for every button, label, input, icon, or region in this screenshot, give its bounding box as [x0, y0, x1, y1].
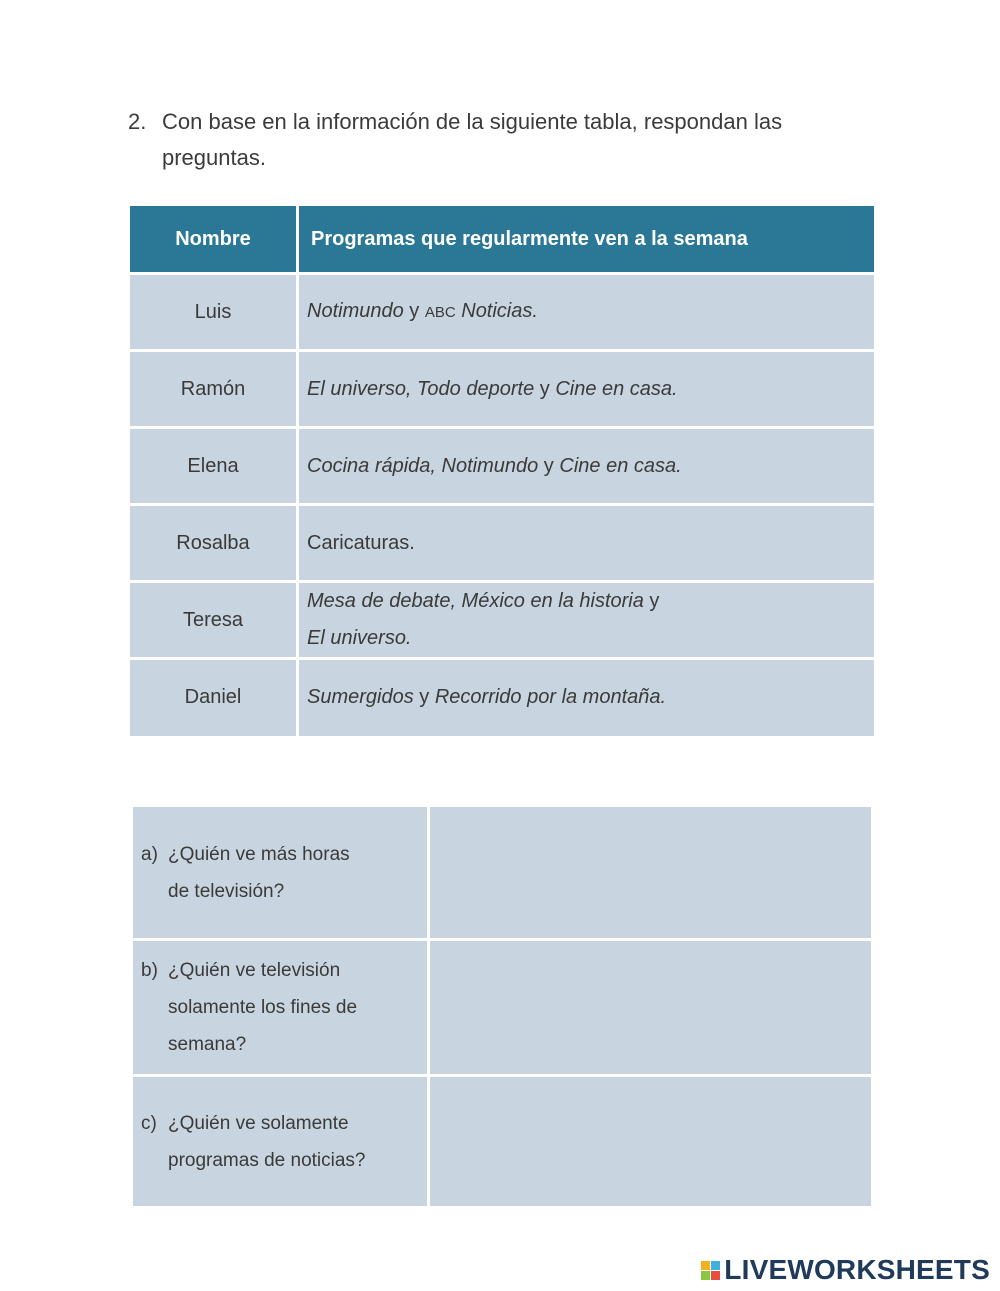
- question-cell: [132, 1076, 429, 1208]
- question-text: semana?: [168, 1034, 247, 1055]
- programs-cell: [298, 505, 875, 582]
- liveworksheets-brand[interactable]: [701, 1254, 990, 1286]
- table-row: [130, 428, 874, 505]
- program-text: El universo.: [307, 627, 412, 649]
- table-row: [130, 505, 874, 582]
- question-text: ¿Quién ve televisión: [168, 960, 341, 981]
- question-text: ¿Quién ve más horas: [168, 843, 350, 865]
- answer-cell[interactable]: [429, 1076, 873, 1208]
- question-line: [141, 952, 427, 989]
- answer-cell[interactable]: [429, 940, 873, 1076]
- logo-square: [701, 1271, 710, 1280]
- question-line: [141, 989, 427, 1026]
- question-label: c): [141, 1112, 157, 1134]
- student-name: Daniel: [130, 659, 298, 736]
- program-text: Cine en casa.: [555, 377, 678, 400]
- answer-input[interactable]: [430, 861, 871, 884]
- question-row: [132, 940, 873, 1076]
- header-nombre: Nombre: [130, 206, 298, 274]
- question-cell: [132, 940, 429, 1076]
- brand-name: LIVEWORKSHEETS: [724, 1254, 990, 1285]
- question-label: [141, 873, 168, 910]
- program-text: Recorrido por la montaña.: [434, 686, 667, 709]
- question-text: de televisión?: [168, 880, 285, 902]
- programs-cell: [298, 659, 875, 736]
- program-text: Cine en casa.: [559, 454, 682, 477]
- question-line: [141, 873, 427, 910]
- student-name: Luis: [130, 274, 298, 351]
- program-text: Noticias.: [455, 300, 538, 322]
- program-text: Cocina rápida, Notimundo: [307, 454, 539, 477]
- question-line: [141, 1105, 427, 1142]
- header-programas: Programas que regularmente ven a la semana: [298, 206, 875, 274]
- instruction-text: Con base en la información de la siguiente tabla, respondan las preguntas.: [162, 109, 783, 170]
- answer-cell[interactable]: [429, 806, 873, 940]
- program-text: y: [534, 377, 556, 400]
- answer-input[interactable]: [430, 996, 871, 1019]
- program-text: y: [538, 454, 560, 477]
- program-text: Notimundo: [307, 300, 404, 322]
- program-text: ABC: [424, 304, 456, 321]
- liveworksheets-logo-icon: [701, 1261, 720, 1280]
- questions-body: [132, 806, 873, 1208]
- table-body: [130, 274, 874, 736]
- program-text: Mesa de debate, México en la historia: [307, 590, 644, 612]
- question-text: ¿Quién ve solamente: [168, 1112, 349, 1134]
- table-row: [130, 582, 874, 659]
- table-header-row: [130, 206, 874, 274]
- question-cell: [132, 806, 429, 940]
- student-name: Rosalba: [130, 505, 298, 582]
- table-row: [130, 274, 874, 351]
- programs-cell: [298, 428, 875, 505]
- programs-cell: [298, 351, 875, 428]
- program-text: y: [643, 590, 660, 612]
- program-text: y: [403, 300, 425, 322]
- student-name: Elena: [130, 428, 298, 505]
- question-label: [141, 989, 168, 1026]
- program-text: Caricaturas.: [307, 531, 415, 554]
- program-text: y: [413, 686, 435, 709]
- question-row: [132, 806, 873, 940]
- questions-table: [130, 804, 874, 1209]
- question-line: [141, 1142, 427, 1179]
- question-row: [132, 1076, 873, 1208]
- question-label: a): [141, 843, 158, 865]
- tv-programs-table: [130, 206, 874, 736]
- answer-input[interactable]: [430, 1130, 871, 1153]
- logo-square: [711, 1261, 720, 1270]
- programs-cell: [298, 582, 875, 659]
- logo-square: [701, 1261, 710, 1270]
- question-label: b): [141, 960, 158, 981]
- table-row: [130, 351, 874, 428]
- instruction: [128, 104, 888, 176]
- instruction-number: 2.: [128, 109, 147, 134]
- question-label: [141, 1026, 168, 1063]
- question-line: [141, 836, 427, 873]
- program-text: Sumergidos: [307, 686, 414, 709]
- question-line: [141, 1026, 427, 1063]
- student-name: Teresa: [130, 582, 298, 659]
- program-text: El universo, Todo deporte: [307, 377, 535, 400]
- question-text: solamente los fines de: [168, 997, 358, 1018]
- question-label: [141, 1142, 168, 1179]
- logo-square: [711, 1271, 720, 1280]
- question-text: programas de noticias?: [168, 1149, 366, 1171]
- table-row: [130, 659, 874, 736]
- student-name: Ramón: [130, 351, 298, 428]
- programs-cell: [298, 274, 875, 351]
